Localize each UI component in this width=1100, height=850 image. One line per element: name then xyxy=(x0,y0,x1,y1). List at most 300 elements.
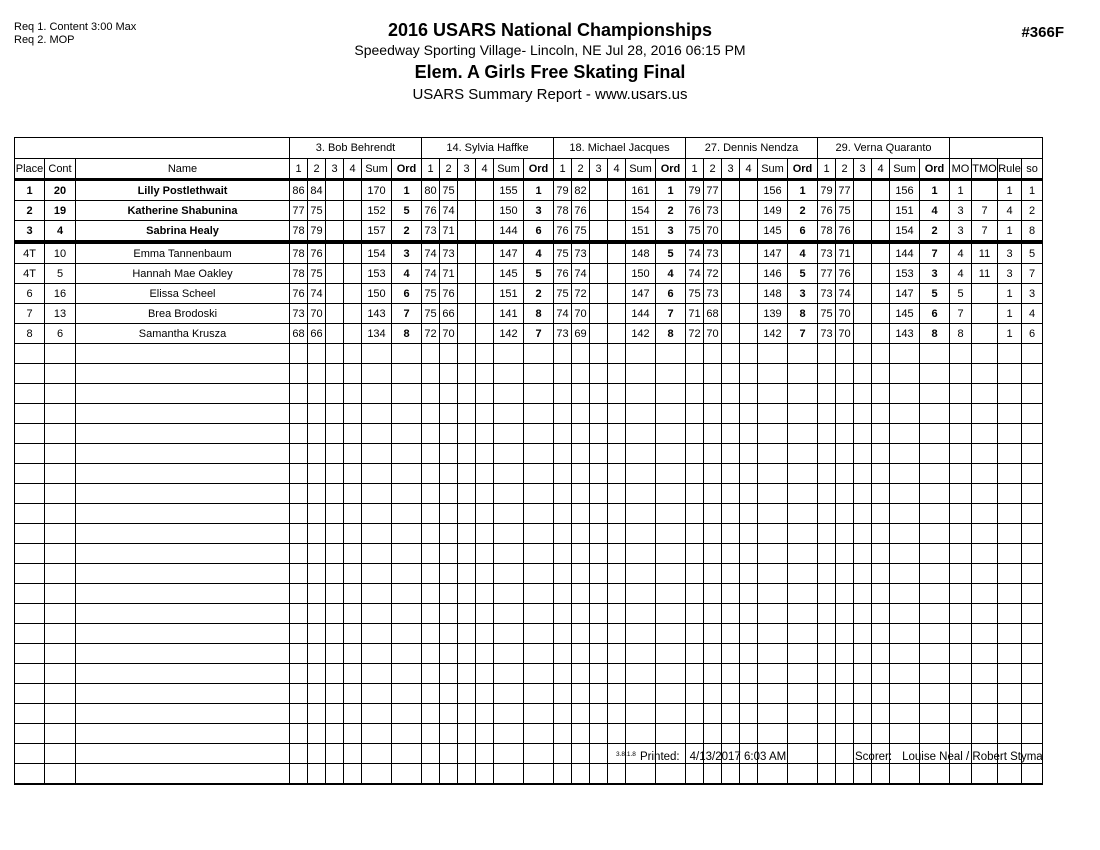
empty-mark-cell xyxy=(476,584,494,604)
empty-sum-cell xyxy=(758,724,788,744)
empty-rule-cell xyxy=(998,404,1022,424)
mark-cell: 77 xyxy=(290,201,308,221)
empty-mark-cell xyxy=(344,704,362,724)
empty-mark-cell xyxy=(476,484,494,504)
mark-cell: 73 xyxy=(704,201,722,221)
empty-mark-cell xyxy=(608,724,626,744)
mark-cell xyxy=(854,242,872,264)
empty-ordinal-cell xyxy=(524,704,554,724)
empty-mark-cell xyxy=(704,544,722,564)
mark-cell xyxy=(590,201,608,221)
empty-sum-cell xyxy=(890,344,920,364)
empty-total-majority-cell xyxy=(972,364,998,384)
empty-ordinal-cell xyxy=(392,504,422,524)
empty-mark-cell xyxy=(308,404,326,424)
judge-header-spacer-left xyxy=(15,138,290,159)
mark-cell xyxy=(476,180,494,201)
place-cell: 6 xyxy=(15,284,45,304)
empty-sum-cell xyxy=(494,764,524,785)
mark-cell xyxy=(608,201,626,221)
empty-skate-order-cell xyxy=(1022,604,1043,624)
empty-mark-cell xyxy=(308,644,326,664)
mark-cell: 72 xyxy=(572,284,590,304)
empty-sum-cell xyxy=(362,664,392,684)
empty-mark-cell xyxy=(818,364,836,384)
mark-cell xyxy=(872,180,890,201)
empty-mark-cell xyxy=(590,744,608,764)
sum-column-header: Sum xyxy=(890,159,920,180)
mark-cell xyxy=(458,264,476,284)
empty-mark-cell xyxy=(686,584,704,604)
empty-place-cell xyxy=(15,764,45,785)
empty-mark-cell xyxy=(440,704,458,724)
empty-mark-cell xyxy=(476,704,494,724)
sum-column-header: Sum xyxy=(758,159,788,180)
empty-mark-cell xyxy=(872,464,890,484)
mark-cell xyxy=(476,201,494,221)
empty-mark-cell xyxy=(422,624,440,644)
empty-sum-cell xyxy=(626,624,656,644)
rule-cell: 1 xyxy=(998,304,1022,324)
mark-cell: 76 xyxy=(440,284,458,304)
empty-name-cell xyxy=(76,484,290,504)
total-majority-cell: 7 xyxy=(972,201,998,221)
empty-mark-cell xyxy=(554,344,572,364)
empty-mark-cell xyxy=(836,664,854,684)
empty-mark-cell xyxy=(608,544,626,564)
mark-cell xyxy=(872,221,890,243)
mark-column-header: 2 xyxy=(572,159,590,180)
empty-mark-cell xyxy=(818,524,836,544)
mark-cell xyxy=(608,284,626,304)
empty-mark-cell xyxy=(740,364,758,384)
mark-cell xyxy=(608,221,626,243)
empty-mark-cell xyxy=(836,504,854,524)
empty-skate-order-cell xyxy=(1022,364,1043,384)
skater-name-cell: Emma Tannenbaum xyxy=(76,242,290,264)
empty-mark-cell xyxy=(422,764,440,785)
empty-ordinal-cell xyxy=(392,744,422,764)
empty-mark-cell xyxy=(344,724,362,744)
mark-column-header: 4 xyxy=(872,159,890,180)
ordinal-cell: 7 xyxy=(920,242,950,264)
empty-mark-cell xyxy=(836,444,854,464)
empty-ordinal-cell xyxy=(656,524,686,544)
empty-sum-cell xyxy=(494,524,524,544)
mark-cell: 71 xyxy=(686,304,704,324)
empty-ordinal-cell xyxy=(656,584,686,604)
empty-mark-cell xyxy=(686,724,704,744)
empty-contestant-cell xyxy=(45,684,76,704)
contestant-column-header: Cont xyxy=(45,159,76,180)
empty-mark-cell xyxy=(722,364,740,384)
mark-cell: 73 xyxy=(290,304,308,324)
empty-mark-cell xyxy=(554,364,572,384)
mark-cell: 75 xyxy=(686,221,704,243)
sum-cell: 147 xyxy=(494,242,524,264)
empty-mark-cell xyxy=(704,764,722,785)
empty-total-majority-cell xyxy=(972,384,998,404)
empty-mark-cell xyxy=(590,764,608,785)
empty-mark-cell xyxy=(308,504,326,524)
empty-mark-cell xyxy=(290,724,308,744)
empty-ordinal-cell xyxy=(788,684,818,704)
empty-mark-cell xyxy=(422,344,440,364)
empty-mark-cell xyxy=(326,344,344,364)
empty-ordinal-cell xyxy=(656,404,686,424)
empty-place-cell xyxy=(15,644,45,664)
empty-mark-cell xyxy=(836,484,854,504)
empty-mark-cell xyxy=(686,364,704,384)
empty-sum-cell xyxy=(626,364,656,384)
mark-cell: 76 xyxy=(554,221,572,243)
empty-mark-cell xyxy=(290,464,308,484)
empty-skate-order-cell xyxy=(1022,424,1043,444)
empty-mark-cell xyxy=(722,624,740,644)
mark-cell: 82 xyxy=(572,180,590,201)
empty-mark-cell xyxy=(854,364,872,384)
empty-majority-cell xyxy=(950,464,972,484)
empty-skate-order-cell xyxy=(1022,644,1043,664)
mark-cell: 76 xyxy=(554,264,572,284)
empty-ordinal-cell xyxy=(524,684,554,704)
empty-name-cell xyxy=(76,384,290,404)
empty-mark-cell xyxy=(686,484,704,504)
empty-sum-cell xyxy=(362,504,392,524)
empty-name-cell xyxy=(76,644,290,664)
mark-cell xyxy=(476,221,494,243)
empty-mark-cell xyxy=(440,424,458,444)
empty-mark-cell xyxy=(590,704,608,724)
mark-cell: 75 xyxy=(572,221,590,243)
ordinal-cell: 1 xyxy=(788,180,818,201)
empty-majority-cell xyxy=(950,344,972,364)
ordinal-cell: 4 xyxy=(392,264,422,284)
empty-skate-order-cell xyxy=(1022,684,1043,704)
sum-cell: 142 xyxy=(626,324,656,344)
empty-ordinal-cell xyxy=(920,764,950,785)
mark-cell xyxy=(872,201,890,221)
title-block xyxy=(0,20,1100,105)
judge-header: 14. Sylvia Haffke xyxy=(422,138,554,159)
mark-cell xyxy=(740,201,758,221)
empty-ordinal-cell xyxy=(656,664,686,684)
sum-cell: 157 xyxy=(362,221,392,243)
empty-mark-cell xyxy=(686,344,704,364)
empty-mark-cell xyxy=(740,344,758,364)
empty-majority-cell xyxy=(950,624,972,644)
contestant-number-cell: 20 xyxy=(45,180,76,201)
skater-name-cell: Hannah Mae Oakley xyxy=(76,264,290,284)
empty-ordinal-cell xyxy=(788,584,818,604)
empty-sum-cell xyxy=(626,724,656,744)
empty-ordinal-cell xyxy=(392,384,422,404)
empty-mark-cell xyxy=(836,644,854,664)
empty-mark-cell xyxy=(608,624,626,644)
mark-column-header: 3 xyxy=(854,159,872,180)
empty-mark-cell xyxy=(872,664,890,684)
mark-cell xyxy=(326,221,344,243)
empty-mark-cell xyxy=(854,404,872,424)
empty-mark-cell xyxy=(572,364,590,384)
empty-mark-cell xyxy=(326,704,344,724)
sum-cell: 154 xyxy=(626,201,656,221)
empty-mark-cell xyxy=(818,564,836,584)
mark-cell: 70 xyxy=(308,304,326,324)
empty-sum-cell xyxy=(890,544,920,564)
empty-mark-cell xyxy=(590,384,608,404)
empty-mark-cell xyxy=(290,624,308,644)
empty-mark-cell xyxy=(590,664,608,684)
majority-column-header: MO xyxy=(950,159,972,180)
mark-cell: 77 xyxy=(818,264,836,284)
empty-mark-cell xyxy=(818,764,836,785)
empty-ordinal-cell xyxy=(656,544,686,564)
empty-mark-cell xyxy=(458,364,476,384)
empty-ordinal-cell xyxy=(392,624,422,644)
empty-mark-cell xyxy=(554,624,572,644)
empty-ordinal-cell xyxy=(524,764,554,785)
mark-cell: 80 xyxy=(422,180,440,201)
empty-mark-cell xyxy=(326,504,344,524)
mark-cell xyxy=(326,180,344,201)
ordinal-cell: 2 xyxy=(788,201,818,221)
empty-mark-cell xyxy=(308,464,326,484)
empty-mark-cell xyxy=(422,444,440,464)
mark-cell xyxy=(608,180,626,201)
empty-mark-cell xyxy=(440,484,458,504)
mark-column-header: 4 xyxy=(476,159,494,180)
empty-mark-cell xyxy=(854,684,872,704)
empty-sum-cell xyxy=(626,444,656,464)
mark-cell xyxy=(458,304,476,324)
empty-ordinal-cell xyxy=(392,644,422,664)
empty-mark-cell xyxy=(572,424,590,444)
empty-ordinal-cell xyxy=(392,364,422,384)
contestant-number-cell: 19 xyxy=(45,201,76,221)
contestant-number-cell: 13 xyxy=(45,304,76,324)
empty-sum-cell xyxy=(758,464,788,484)
empty-name-cell xyxy=(76,504,290,524)
empty-ordinal-cell xyxy=(920,504,950,524)
empty-mark-cell xyxy=(836,524,854,544)
mark-cell xyxy=(854,284,872,304)
empty-mark-cell xyxy=(476,624,494,644)
empty-mark-cell xyxy=(476,724,494,744)
ordinal-cell: 6 xyxy=(788,221,818,243)
empty-majority-cell xyxy=(950,404,972,424)
empty-mark-cell xyxy=(308,524,326,544)
empty-rule-cell xyxy=(998,584,1022,604)
empty-mark-cell xyxy=(854,604,872,624)
event-number: #366F xyxy=(1021,24,1064,41)
empty-mark-cell xyxy=(704,464,722,484)
empty-mark-cell xyxy=(440,504,458,524)
mark-cell: 84 xyxy=(308,180,326,201)
judge-header: 18. Michael Jacques xyxy=(554,138,686,159)
empty-sum-cell xyxy=(494,664,524,684)
empty-ordinal-cell xyxy=(788,344,818,364)
judge-header-spacer-right xyxy=(950,138,1043,159)
software-version: 3.8.1.8 xyxy=(616,751,636,758)
empty-contestant-cell xyxy=(45,524,76,544)
sum-cell: 161 xyxy=(626,180,656,201)
empty-mark-cell xyxy=(440,344,458,364)
empty-mark-cell xyxy=(308,444,326,464)
empty-name-cell xyxy=(76,664,290,684)
sum-cell: 148 xyxy=(758,284,788,304)
empty-sum-cell xyxy=(890,384,920,404)
ordinal-column-header: Ord xyxy=(656,159,686,180)
empty-mark-cell xyxy=(818,624,836,644)
empty-mark-cell xyxy=(422,484,440,504)
mark-cell: 70 xyxy=(704,221,722,243)
empty-name-cell xyxy=(76,344,290,364)
empty-sum-cell xyxy=(890,364,920,384)
mark-column-header: 4 xyxy=(608,159,626,180)
printed-timestamp: 4/13/2017 6:03 AM xyxy=(689,751,787,763)
empty-sum-cell xyxy=(758,404,788,424)
empty-sum-cell xyxy=(626,704,656,724)
empty-mark-cell xyxy=(722,684,740,704)
rule-cell: 4 xyxy=(998,201,1022,221)
empty-mark-cell xyxy=(476,524,494,544)
empty-mark-cell xyxy=(572,584,590,604)
mark-cell: 76 xyxy=(308,242,326,264)
empty-rule-cell xyxy=(998,464,1022,484)
mark-cell xyxy=(854,201,872,221)
empty-ordinal-cell xyxy=(524,584,554,604)
empty-name-cell xyxy=(76,404,290,424)
empty-total-majority-cell xyxy=(972,724,998,744)
empty-mark-cell xyxy=(704,364,722,384)
mark-cell xyxy=(740,264,758,284)
name-column-header: Name xyxy=(76,159,290,180)
empty-sum-cell xyxy=(362,364,392,384)
empty-mark-cell xyxy=(818,604,836,624)
total-majority-cell: 7 xyxy=(972,221,998,243)
mark-cell: 76 xyxy=(818,201,836,221)
empty-rule-cell xyxy=(998,424,1022,444)
empty-ordinal-cell xyxy=(524,424,554,444)
mark-cell xyxy=(344,284,362,304)
empty-mark-cell xyxy=(290,484,308,504)
empty-mark-cell xyxy=(854,424,872,444)
empty-total-majority-cell xyxy=(972,504,998,524)
empty-mark-cell xyxy=(722,724,740,744)
empty-ordinal-cell xyxy=(656,444,686,464)
empty-sum-cell xyxy=(494,404,524,424)
empty-mark-cell xyxy=(854,524,872,544)
empty-sum-cell xyxy=(362,404,392,424)
place-cell: 4T xyxy=(15,242,45,264)
mark-cell xyxy=(590,284,608,304)
mark-cell: 71 xyxy=(440,221,458,243)
empty-ordinal-cell xyxy=(788,704,818,724)
empty-mark-cell xyxy=(590,724,608,744)
empty-mark-cell xyxy=(686,424,704,444)
empty-mark-cell xyxy=(308,604,326,624)
mark-cell xyxy=(854,324,872,344)
empty-mark-cell xyxy=(854,764,872,785)
empty-mark-cell xyxy=(722,484,740,504)
empty-sum-cell xyxy=(362,524,392,544)
mark-cell: 73 xyxy=(818,324,836,344)
sum-cell: 154 xyxy=(890,221,920,243)
mark-cell: 73 xyxy=(422,221,440,243)
empty-ordinal-cell xyxy=(788,724,818,744)
empty-mark-cell xyxy=(422,724,440,744)
empty-sum-cell xyxy=(494,704,524,724)
empty-mark-cell xyxy=(554,584,572,604)
empty-sum-cell xyxy=(890,764,920,785)
empty-sum-cell xyxy=(890,484,920,504)
empty-ordinal-cell xyxy=(920,364,950,384)
ordinal-cell: 4 xyxy=(920,201,950,221)
ordinal-cell: 6 xyxy=(656,284,686,304)
empty-mark-cell xyxy=(740,684,758,704)
empty-mark-cell xyxy=(818,724,836,744)
mark-column-header: 4 xyxy=(344,159,362,180)
mark-cell: 75 xyxy=(440,180,458,201)
empty-mark-cell xyxy=(836,624,854,644)
empty-mark-cell xyxy=(344,604,362,624)
championship-title: 2016 USARS National Championships xyxy=(387,20,713,40)
empty-ordinal-cell xyxy=(392,444,422,464)
empty-rule-cell xyxy=(998,764,1022,785)
empty-sum-cell xyxy=(494,364,524,384)
empty-mark-cell xyxy=(476,344,494,364)
empty-mark-cell xyxy=(872,404,890,424)
empty-place-cell xyxy=(15,424,45,444)
empty-mark-cell xyxy=(344,504,362,524)
mark-column-header: 1 xyxy=(686,159,704,180)
empty-ordinal-cell xyxy=(920,624,950,644)
empty-mark-cell xyxy=(308,384,326,404)
venue-date-line: Speedway Sporting Village- Lincoln, NE Jul 28, 2016 06:15 PM xyxy=(354,42,746,58)
empty-sum-cell xyxy=(890,464,920,484)
empty-sum-cell xyxy=(890,644,920,664)
empty-mark-cell xyxy=(308,484,326,504)
empty-mark-cell xyxy=(872,764,890,785)
empty-mark-cell xyxy=(704,424,722,444)
empty-rule-cell xyxy=(998,384,1022,404)
empty-sum-cell xyxy=(626,564,656,584)
skater-name-cell: Katherine Shabunina xyxy=(76,201,290,221)
empty-mark-cell xyxy=(740,584,758,604)
empty-mark-cell xyxy=(740,504,758,524)
empty-name-cell xyxy=(76,564,290,584)
sum-cell: 147 xyxy=(890,284,920,304)
mark-cell xyxy=(722,221,740,243)
empty-place-cell xyxy=(15,344,45,364)
empty-skate-order-cell xyxy=(1022,584,1043,604)
empty-mark-cell xyxy=(836,764,854,785)
empty-mark-cell xyxy=(422,364,440,384)
ordinal-cell: 8 xyxy=(524,304,554,324)
ordinal-cell: 2 xyxy=(656,201,686,221)
mark-cell xyxy=(326,304,344,324)
empty-mark-cell xyxy=(458,624,476,644)
sum-column-header: Sum xyxy=(494,159,524,180)
empty-place-cell xyxy=(15,564,45,584)
mark-cell xyxy=(608,242,626,264)
empty-mark-cell xyxy=(608,344,626,364)
empty-mark-cell xyxy=(836,364,854,384)
mark-cell: 68 xyxy=(704,304,722,324)
empty-mark-cell xyxy=(344,624,362,644)
empty-mark-cell xyxy=(344,644,362,664)
